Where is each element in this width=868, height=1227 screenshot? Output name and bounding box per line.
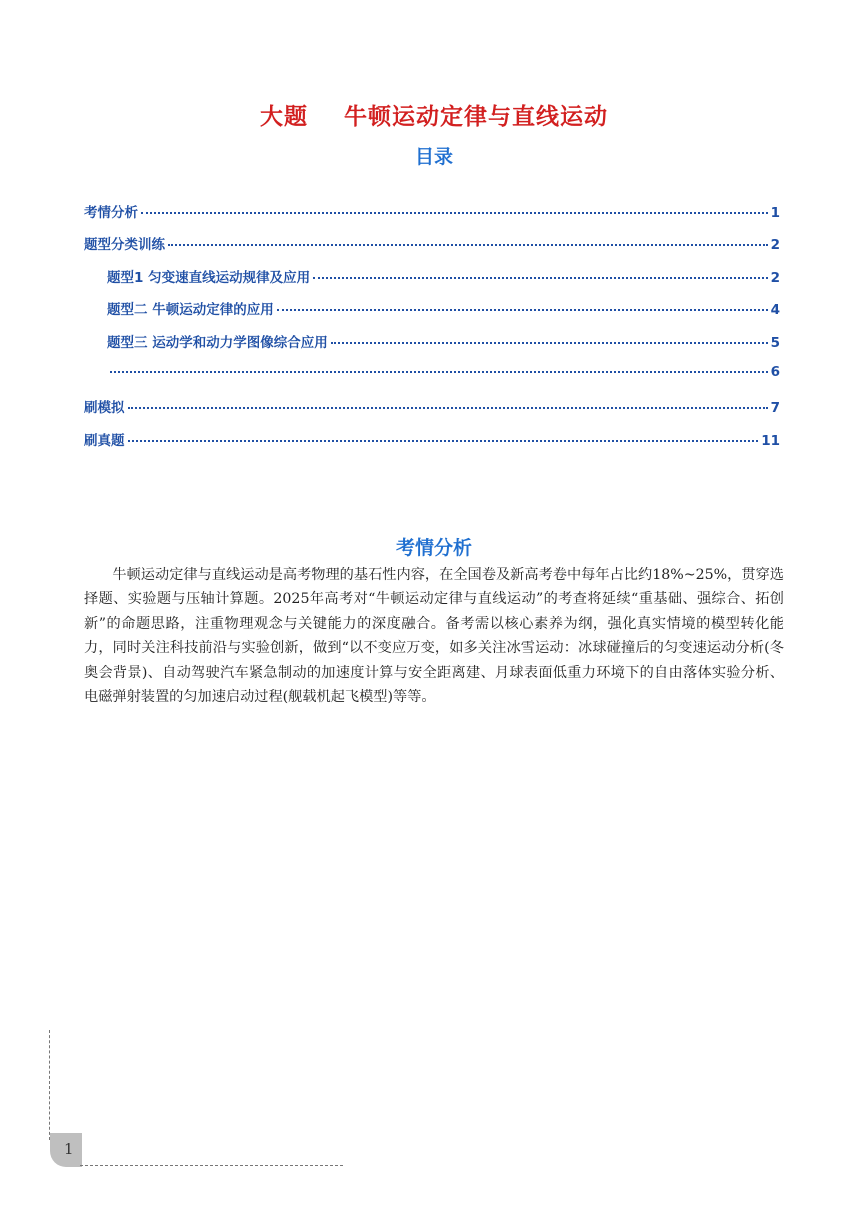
section-title: 考情分析 [395, 537, 472, 559]
toc-entry-type-2[interactable] [107, 298, 780, 318]
toc-entry-label: 题型三 运动学和动力学图像综合应用 [107, 335, 328, 351]
toc-entry-label: 题型分类训练 [84, 237, 165, 253]
toc-entry-kaoqing[interactable] [84, 201, 780, 221]
page-number: 1 [64, 1140, 74, 1158]
toc-entry-page: 1 [770, 205, 780, 221]
toc-leader-dots [277, 309, 768, 311]
toc-entry-zhenti[interactable] [84, 429, 780, 449]
toc-entry-page: 7 [770, 400, 780, 416]
toc-entry-page: 5 [770, 335, 780, 351]
toc-entry-page: 11 [761, 433, 780, 449]
footer-horizontal-divider [80, 1165, 343, 1166]
toc-leader-dots [168, 244, 768, 246]
toc-entry-label: 题型二 牛顿运动定律的应用 [107, 302, 274, 318]
toc-entry-tixing[interactable] [84, 233, 780, 253]
toc-heading: 目录 [414, 146, 453, 168]
footer-vertical-divider [49, 1030, 50, 1140]
toc-entry-moni[interactable] [84, 396, 780, 416]
toc-leader-dots [313, 277, 768, 279]
toc-entry-page: 2 [770, 237, 780, 253]
toc-entry-page: 6 [770, 364, 780, 380]
toc-entry-type-3[interactable] [107, 331, 780, 351]
toc-entry-page: 2 [770, 270, 780, 286]
toc-leader-dots [141, 212, 768, 214]
toc-entry-label: 刷真题 [84, 433, 125, 449]
toc-entry-label: 刷模拟 [84, 400, 125, 416]
document-title: 大题 牛顿运动定律与直线运动 [259, 104, 609, 130]
toc-leader-dots [110, 371, 768, 373]
toc-entry-untitled[interactable] [107, 364, 780, 384]
toc-entry-type-1[interactable] [107, 266, 780, 286]
analysis-paragraph: 牛顿运动定律与直线运动是高考物理的基石性内容，在全国卷及新高考卷中每年占比约18%~25%，贯穿选择题、实验题与压轴计算题。2025年高考对“牛顿运动定律与直线运动”的考查将延续“重基础、强综合、拓创新”的命题思路，注重物理观念与关键能力的深度融合。备考需以核心素养为纲，强化真实情境的模型转化能力，同时关注科技前沿与实验创新，做到“以不变应万变，如多关注冰雪运动：冰球碰撞后的匀变速运动分析(冬奥会背景)、自动驾驶汽车紧急制动的加速度计算与安全距离建、月球表面低重力环境下的自由落体实验分析、电磁弹射装置的匀加速启动过程(舰载机起飞模型)等等。 [84, 567, 784, 706]
toc-entry-label: 题型1 匀变速直线运动规律及应用 [107, 270, 311, 286]
toc-entry-label: 考情分析 [84, 205, 138, 221]
toc-leader-dots [128, 440, 759, 442]
toc-leader-dots [331, 342, 768, 344]
toc-entry-page: 4 [770, 302, 780, 318]
toc-leader-dots [128, 407, 768, 409]
